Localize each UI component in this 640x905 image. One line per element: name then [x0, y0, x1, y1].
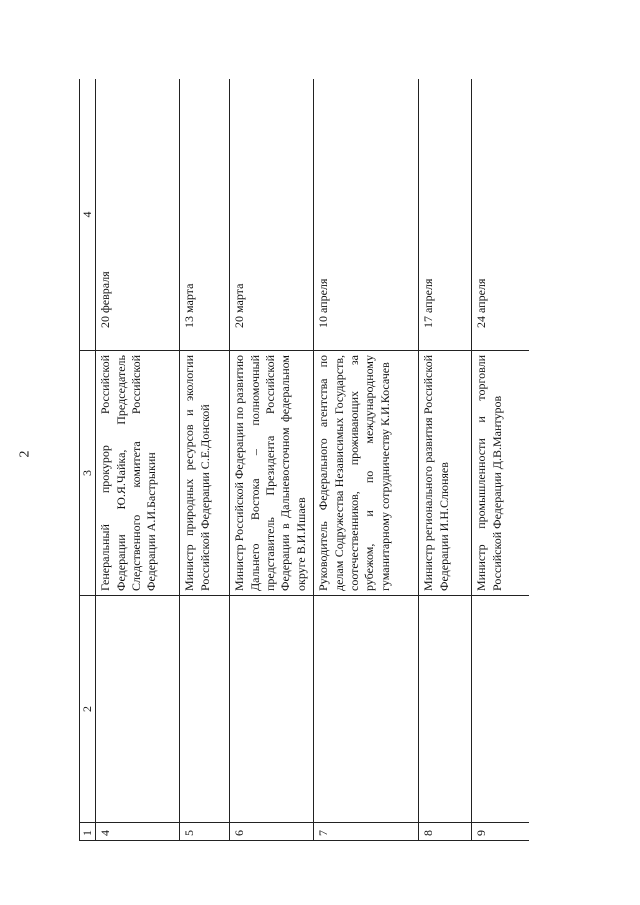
header-col-3: 3 [80, 351, 96, 596]
schedule-table-frame [79, 79, 529, 841]
row-date: 10 апреля [314, 79, 419, 351]
row-col-2 [472, 596, 529, 823]
table-row [96, 79, 180, 841]
row-col-2 [180, 596, 230, 823]
table-row [419, 79, 472, 841]
row-number: 7 [314, 823, 419, 841]
page-number: 2 [17, 450, 33, 458]
row-number: 5 [180, 823, 230, 841]
row-description: Министр регионального развития Российской Федерации И.Н.Слюняев [419, 351, 472, 596]
row-description: Генеральный прокурор Российской Федерации Ю.Я.Чайка, Председатель Следственного комитета Российской Федерации А.И.Бастрыкин [96, 351, 180, 596]
row-description: Министр Российской Федерации по развитию Дальнего Востока – полномочный представитель Президента Российской Федерации в Дальневосточном федеральном округе В.И.Ишаев [230, 351, 314, 596]
row-number: 6 [230, 823, 314, 841]
row-date: 13 марта [180, 79, 230, 351]
row-description: Министр природных ресурсов и экологии Российской Федерации С.Е.Донской [180, 351, 230, 596]
header-col-4: 4 [80, 79, 96, 351]
row-col-2 [96, 596, 180, 823]
row-description: Руководитель Федерального агентства по делам Содружества Независимых Государств, соотечественников, проживающих за рубежом, и по международному гуманитарному сотрудничеству К.И.Косачев [314, 351, 419, 596]
table-row [472, 79, 529, 841]
table-row [180, 79, 230, 841]
table-row [230, 79, 314, 841]
table-header-row [80, 79, 96, 841]
row-date: 20 марта [230, 79, 314, 351]
row-number: 8 [419, 823, 472, 841]
row-date: 17 апреля [419, 79, 472, 351]
row-col-2 [230, 596, 314, 823]
header-col-1: 1 [80, 823, 96, 841]
schedule-table-rotated [79, 79, 529, 841]
header-col-2: 2 [80, 596, 96, 823]
row-col-2 [314, 596, 419, 823]
row-date: 20 февраля [96, 79, 180, 351]
row-date: 24 апреля [472, 79, 529, 351]
schedule-table [79, 79, 529, 841]
row-description: Министр промышленности и торговли Российской Федерации Д.В.Мантуров [472, 351, 529, 596]
row-number: 4 [96, 823, 180, 841]
table-row [314, 79, 419, 841]
row-number: 9 [472, 823, 529, 841]
row-col-2 [419, 596, 472, 823]
